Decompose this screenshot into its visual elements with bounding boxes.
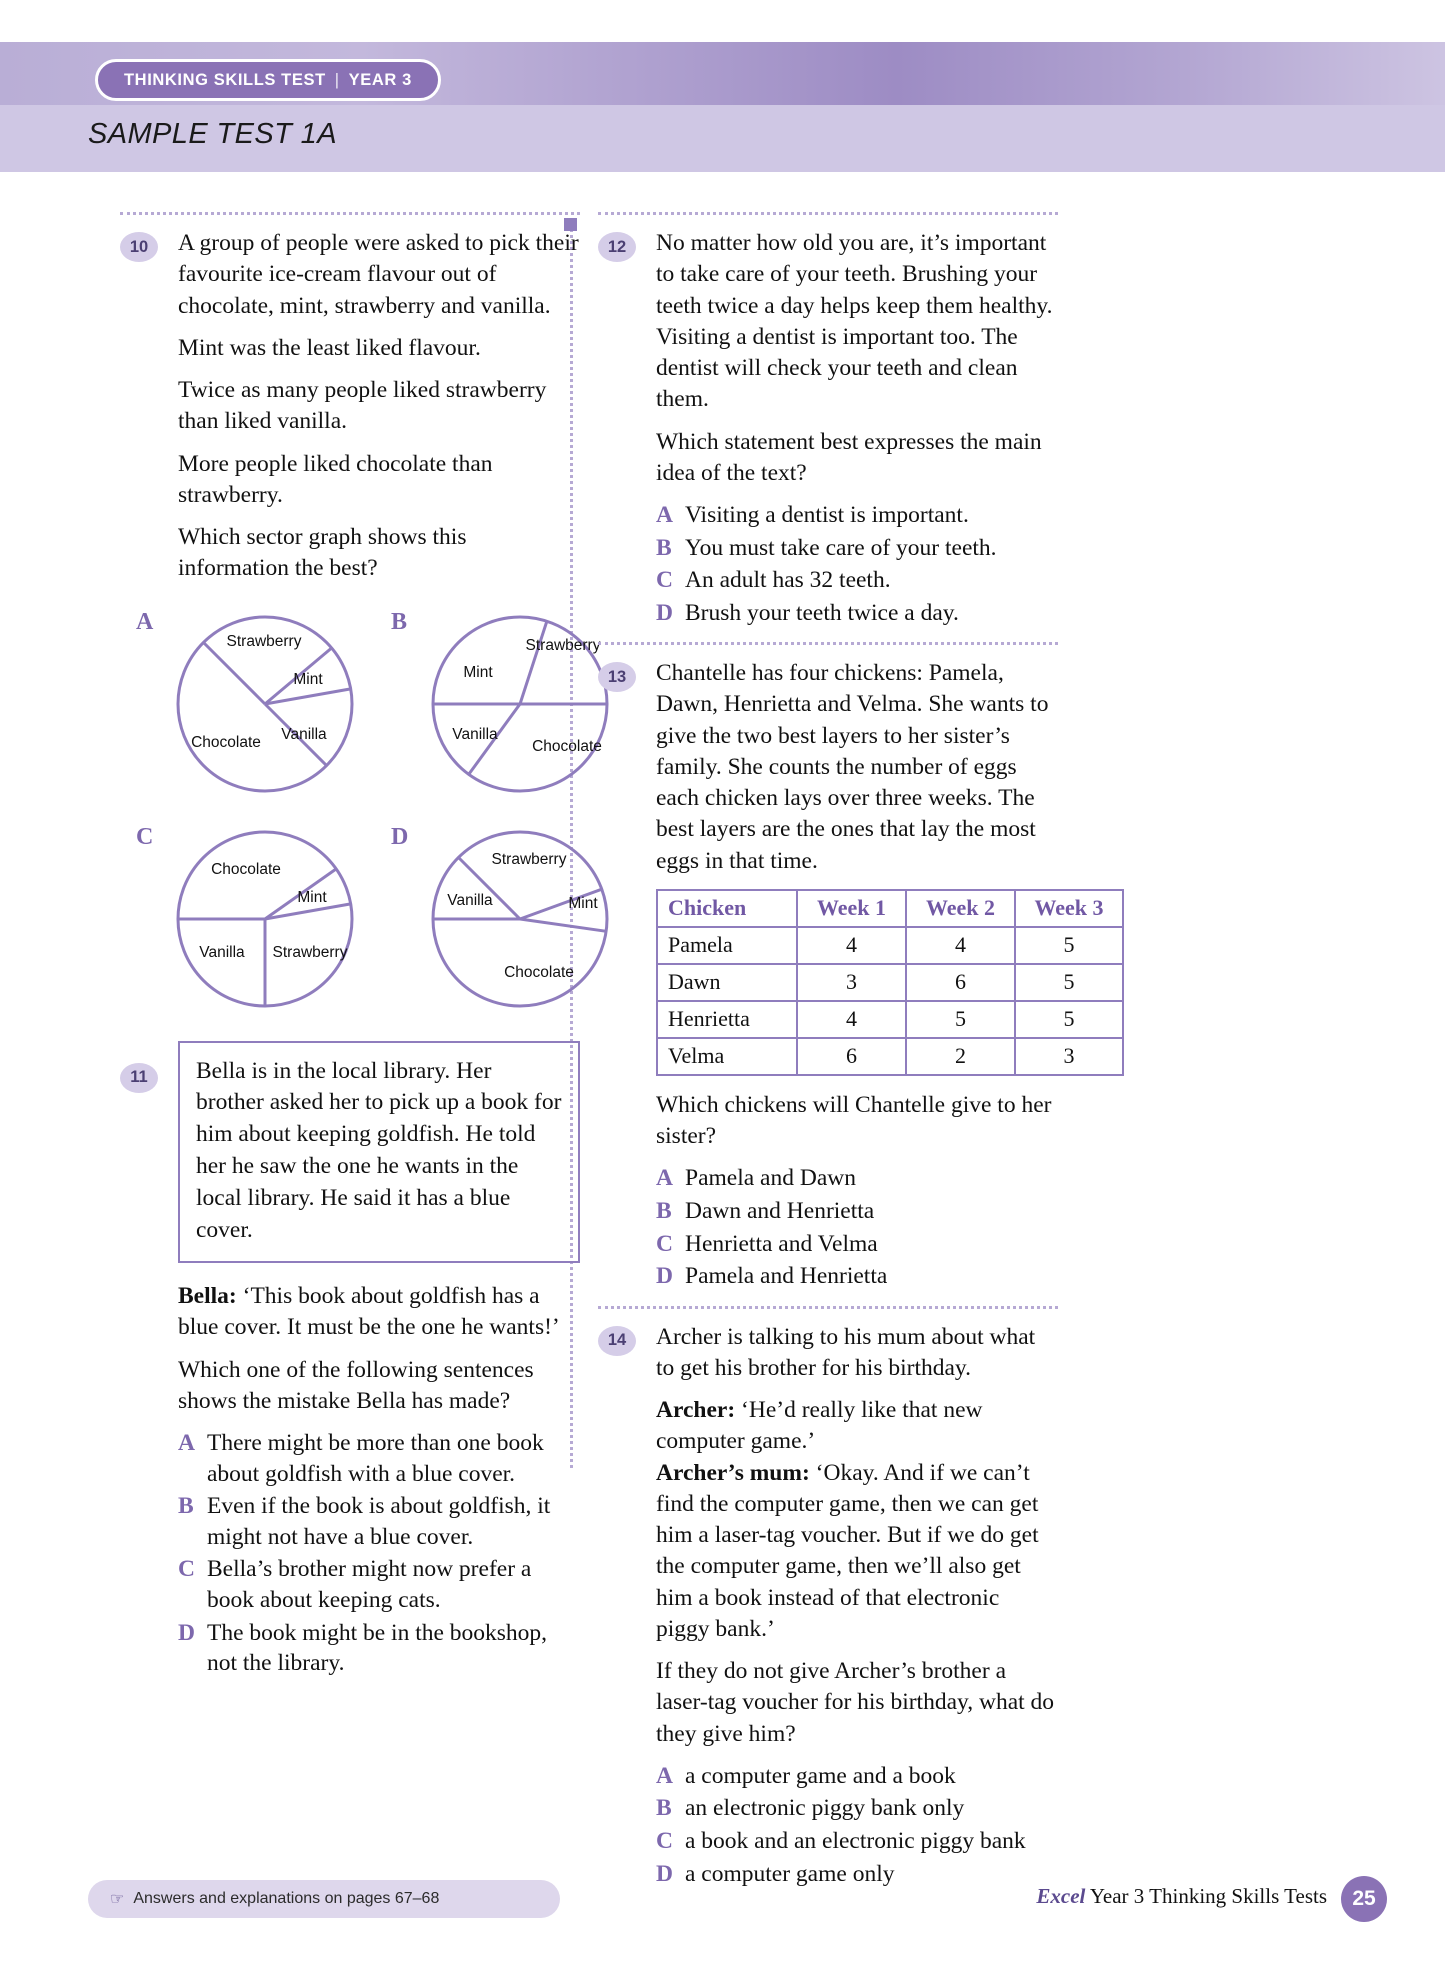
q13-option-a[interactable] xyxy=(656,1163,1058,1194)
q14-option-d[interactable] xyxy=(656,1859,1058,1890)
question-number-10: 10 xyxy=(120,232,158,262)
q12-option-d[interactable] xyxy=(656,598,1058,629)
badge-test-name: THINKING SKILLS TEST xyxy=(124,70,326,89)
row-pamela-week3: 5 xyxy=(1015,927,1123,964)
row-dawn-name: Dawn xyxy=(657,964,797,1001)
pie-c-label-vanilla: Vanilla xyxy=(199,943,245,961)
row-pamela-week2: 4 xyxy=(906,927,1015,964)
page-number-badge: 25 xyxy=(1341,1876,1387,1922)
q11-option-c-text: Bella’s brother might now prefer a book about keeping cats. xyxy=(207,1556,532,1613)
q14-prompt: If they do not give Archer’s brother a laser-tag voucher for his birthday, what do they give him? xyxy=(656,1658,1055,1747)
q10-prompt: Which sector graph shows this information the best? xyxy=(178,524,467,582)
row-velma-week3: 3 xyxy=(1015,1038,1123,1075)
q13-option-b-text: Dawn and Henrietta xyxy=(685,1197,875,1224)
q13-paragraph-1: Chantelle has four chickens: Pamela, Dawn, Henrietta and Velma. She wants to give the two best layers to her sister’s family. She counts the number of eggs each chicken lays over three weeks. The best layers are the ones that lay the most eggs in that time. xyxy=(656,660,1049,874)
q12-option-c[interactable] xyxy=(656,565,1058,596)
q11-stimulus-box xyxy=(178,1041,580,1264)
q11-option-c[interactable] xyxy=(178,1554,580,1615)
question-14 xyxy=(598,1322,1058,1889)
question-11 xyxy=(120,1041,580,1679)
q14-option-b-letter: B xyxy=(656,1795,672,1822)
row-dawn-week2: 6 xyxy=(906,964,1015,1001)
pie-a-label-strawberry: Strawberry xyxy=(226,632,302,650)
row-velma-week2: 2 xyxy=(906,1038,1015,1075)
q14-speaker-archer: Archer: xyxy=(656,1397,736,1424)
pie-d-label-mint: Mint xyxy=(568,894,598,912)
pie-chart-a xyxy=(160,599,375,814)
q14-option-c-text: a book and an electronic piggy bank xyxy=(685,1827,1026,1854)
q14-option-a[interactable] xyxy=(656,1761,1058,1792)
q11-option-a-letter: A xyxy=(178,1430,195,1457)
badge-separator: | xyxy=(334,70,340,89)
q11-option-c-letter: C xyxy=(178,1556,195,1583)
pie-a-label-vanilla: Vanilla xyxy=(281,725,327,743)
question-number-14: 14 xyxy=(598,1326,636,1356)
q14-option-d-letter: D xyxy=(656,1860,673,1887)
q11-stimulus-text: Bella is in the local library. Her brother asked her to pick up a book for him about keeping goldfish. He told her he saw the one he wants in the local library. He said it has a blue cover. xyxy=(196,1057,562,1244)
q11-option-b-letter: B xyxy=(178,1493,194,1520)
pie-row-bottom xyxy=(130,814,640,1029)
q11-option-a-text: There might be more than one book about goldfish with a blue cover. xyxy=(207,1430,544,1487)
row-pamela-week1: 4 xyxy=(797,927,906,964)
pie-c-label-mint: Mint xyxy=(297,888,327,906)
q14-intro: Archer is talking to his mum about what to get his brother for his birthday. xyxy=(656,1323,1036,1381)
q13-option-c-letter: C xyxy=(656,1230,673,1257)
section-rule-right xyxy=(598,212,1058,215)
table-row xyxy=(657,1001,1123,1038)
page-title: SAMPLE TEST 1A xyxy=(88,118,337,150)
pie-option-b-letter: B xyxy=(391,608,408,635)
pie-c-label-chocolate: Chocolate xyxy=(211,860,281,878)
pie-option-a-letter: A xyxy=(136,608,154,635)
pie-row-top xyxy=(130,599,640,814)
row-henrietta-week3: 5 xyxy=(1015,1001,1123,1038)
q14-dialogue-archer xyxy=(656,1395,1058,1458)
footer-book-title xyxy=(1036,1884,1327,1909)
section-rule xyxy=(120,212,580,215)
q10-paragraph-3: Twice as many people liked strawberry than liked vanilla. xyxy=(178,377,547,435)
answers-reference-text: Answers and explanations on pages 67–68 xyxy=(133,1890,440,1907)
right-column xyxy=(598,212,1104,1891)
table-row xyxy=(657,927,1123,964)
table-header-chicken: Chicken xyxy=(657,890,797,927)
q14-option-b-text: an electronic piggy bank only xyxy=(685,1795,965,1822)
q12-option-c-letter: C xyxy=(656,567,673,594)
q12-option-a-text: Visiting a dentist is important. xyxy=(685,502,969,528)
table-row xyxy=(657,1038,1123,1075)
question-number-13: 13 xyxy=(598,662,636,692)
q14-option-a-text: a computer game and a book xyxy=(685,1762,956,1789)
q13-option-c[interactable] xyxy=(656,1229,1058,1260)
q12-prompt: Which statement best expresses the main idea of the text? xyxy=(656,428,1042,486)
q11-option-d-letter: D xyxy=(178,1619,195,1646)
q13-option-d[interactable] xyxy=(656,1261,1058,1292)
question-10 xyxy=(120,228,602,1029)
q11-quote-line xyxy=(178,1281,580,1344)
q11-speaker-bella: Bella: xyxy=(178,1283,237,1310)
q11-option-a[interactable] xyxy=(178,1428,580,1489)
q14-option-b[interactable] xyxy=(656,1793,1058,1824)
footer-brand-name: Excel xyxy=(1036,1884,1086,1908)
table-header-week2: Week 2 xyxy=(906,890,1015,927)
answers-reference-pill xyxy=(88,1880,560,1918)
pie-c-label-strawberry: Strawberry xyxy=(272,943,348,961)
pie-option-d-letter: D xyxy=(391,823,409,850)
table-header-row xyxy=(657,890,1123,927)
left-column xyxy=(120,212,602,1681)
q12-option-a[interactable] xyxy=(656,500,1058,531)
footer-book-subtitle: Year 3 Thinking Skills Tests xyxy=(1085,1884,1327,1908)
question-12 xyxy=(598,228,1058,628)
q12-option-c-text: An adult has 32 teeth. xyxy=(685,567,891,594)
pie-option-c-letter: C xyxy=(136,823,154,850)
row-dawn-week1: 3 xyxy=(797,964,906,1001)
pie-a-label-chocolate: Chocolate xyxy=(191,733,261,751)
pointing-hand-icon: ☞ xyxy=(110,1891,125,1908)
q11-option-b[interactable] xyxy=(178,1491,580,1552)
q10-paragraph-1: A group of people were asked to pick their favourite ice-cream flavour out of chocolate, mint, strawberry and vanilla. xyxy=(178,230,579,319)
pie-b-label-strawberry: Strawberry xyxy=(525,636,601,654)
q13-option-d-text: Pamela and Henrietta xyxy=(685,1263,888,1290)
q14-speaker-mum: Archer’s mum: xyxy=(656,1459,810,1486)
row-dawn-week3: 5 xyxy=(1015,964,1123,1001)
q14-option-c-letter: C xyxy=(656,1827,673,1854)
row-velma-week1: 6 xyxy=(797,1038,906,1075)
pie-d-label-vanilla: Vanilla xyxy=(447,891,493,909)
q12-option-b[interactable] xyxy=(656,533,1058,564)
q13-option-c-text: Henrietta and Velma xyxy=(685,1230,878,1257)
pie-d-label-chocolate: Chocolate xyxy=(504,963,574,981)
question-separator-13-14 xyxy=(598,1306,1058,1309)
pie-b-label-vanilla: Vanilla xyxy=(452,725,498,743)
pie-d-label-strawberry: Strawberry xyxy=(491,850,567,868)
q14-option-d-text: a computer game only xyxy=(685,1860,895,1887)
test-badge xyxy=(95,59,441,101)
q14-speech-archer: ‘He’d really like that new computer game.’ xyxy=(656,1397,983,1455)
question-number-11: 11 xyxy=(120,1063,158,1093)
pie-option-a[interactable] xyxy=(130,599,385,814)
q11-quote-text: ‘This book about goldfish has a blue cover. It must be the one he wants!’ xyxy=(178,1283,560,1341)
q13-option-b-letter: B xyxy=(656,1197,672,1224)
sector-graph-options xyxy=(130,599,640,1029)
badge-year: YEAR 3 xyxy=(348,70,412,89)
q13-option-b[interactable] xyxy=(656,1196,1058,1227)
pie-b-label-mint: Mint xyxy=(463,663,493,681)
q11-option-b-text: Even if the book is about goldfish, it might not have a blue cover. xyxy=(207,1493,551,1550)
question-separator-12-13 xyxy=(598,642,1058,645)
pie-chart-c xyxy=(160,814,375,1029)
table-row xyxy=(657,964,1123,1001)
q12-option-d-letter: D xyxy=(656,599,673,626)
q12-option-b-letter: B xyxy=(656,534,672,561)
q13-option-d-letter: D xyxy=(656,1263,673,1290)
question-number-12: 12 xyxy=(598,232,636,262)
chicken-egg-table xyxy=(656,889,1124,1076)
q14-dialogue-mum xyxy=(656,1458,1058,1646)
q12-option-b-text: You must take care of your teeth. xyxy=(685,534,997,561)
table-header-week1: Week 1 xyxy=(797,890,906,927)
q14-speech-mum: ‘Okay. And if we can’t find the computer game, then we can get him a laser-tag voucher. But if we do get the computer game, then we’ll also get him a book instead of that electronic piggy bank.’ xyxy=(656,1459,1039,1642)
q12-option-d-text: Brush your teeth twice a day. xyxy=(685,599,959,626)
q11-option-d-text: The book might be in the bookshop, not the library. xyxy=(207,1619,548,1677)
row-velma-name: Velma xyxy=(657,1038,797,1075)
pie-option-c[interactable] xyxy=(130,814,385,1029)
q13-prompt: Which chickens will Chantelle give to her sister? xyxy=(656,1091,1052,1150)
q11-prompt: Which one of the following sentences shows the mistake Bella has made? xyxy=(178,1356,534,1414)
q12-paragraph-1: No matter how old you are, it’s important to take care of your teeth. Brushing your teeth twice a day helps keep them healthy. Visiting a dentist is important too. The dentist will check your teeth and clean them. xyxy=(656,230,1053,413)
pie-a-label-mint: Mint xyxy=(293,670,323,688)
row-henrietta-name: Henrietta xyxy=(657,1001,797,1038)
q11-option-d[interactable] xyxy=(178,1618,580,1679)
question-13 xyxy=(598,658,1104,1291)
q14-option-c[interactable] xyxy=(656,1826,1058,1857)
q13-option-a-text: Pamela and Dawn xyxy=(685,1165,856,1192)
q12-option-a-letter: A xyxy=(656,502,673,528)
row-henrietta-week2: 5 xyxy=(906,1001,1015,1038)
q10-paragraph-4: More people liked chocolate than strawberry. xyxy=(178,450,493,508)
row-henrietta-week1: 4 xyxy=(797,1001,906,1038)
table-header-week3: Week 3 xyxy=(1015,890,1123,927)
q13-option-a-letter: A xyxy=(656,1165,673,1192)
q10-paragraph-2: Mint was the least liked flavour. xyxy=(178,334,481,361)
row-pamela-name: Pamela xyxy=(657,927,797,964)
q14-option-a-letter: A xyxy=(656,1762,673,1789)
pie-b-label-chocolate: Chocolate xyxy=(532,737,602,755)
